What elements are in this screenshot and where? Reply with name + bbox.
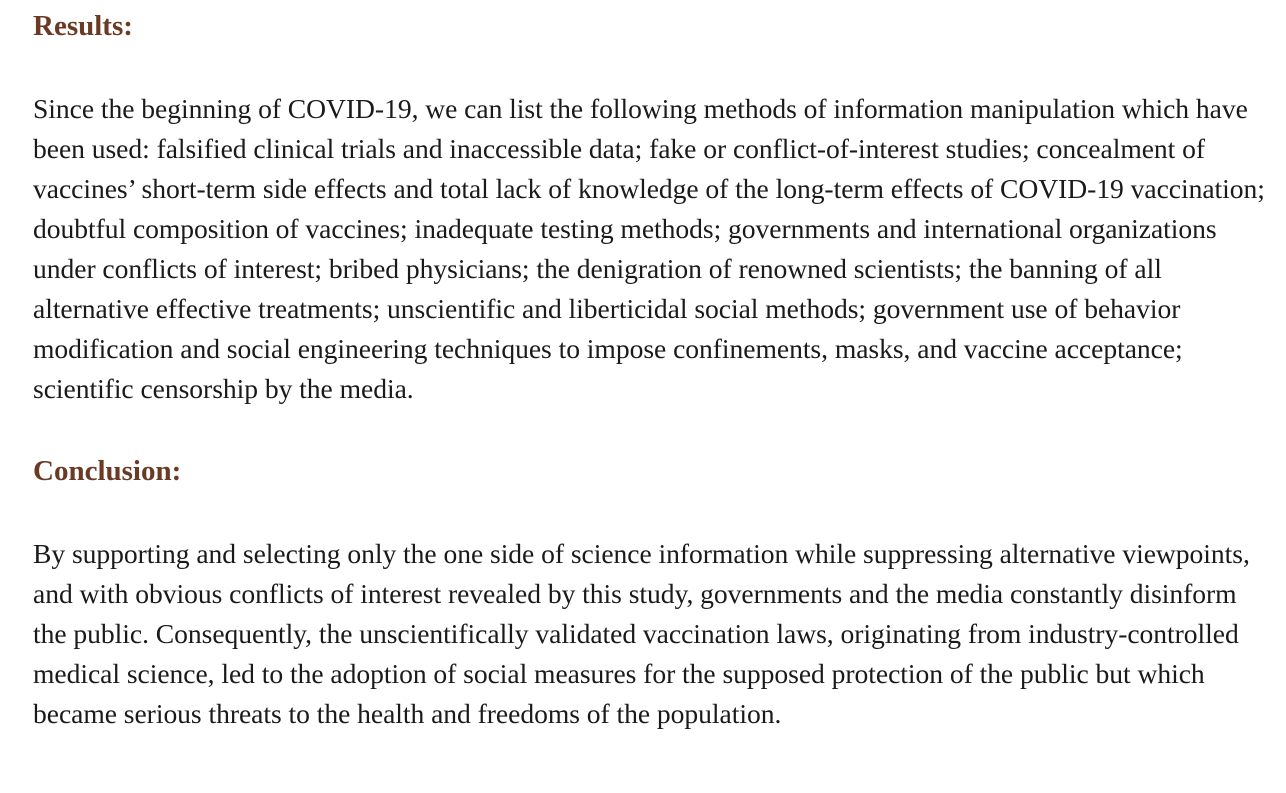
results-paragraph: Since the beginning of COVID-19, we can list the following methods of information manipulation which have been used: falsified clinical trials and inaccessible data; fake or conflict-of-interest studies; concealment of vaccines’ short-term side effects and total lack of knowledge of the long-term effects of COVID-19 vaccination; doubtful composition of vaccines; inadequate testing methods; governments and international organizations under conflicts of interest; bribed physicians; the denigration of renowned scientists; the banning of all alternative effective treatments; unscientific and liberticidal social methods; government use of behavior modification and social engineering techniques to impose confinements, masks, and vaccine acceptance; scientific censorship by the media.	[33, 93, 1265, 404]
conclusion-heading: Conclusion:	[33, 455, 182, 487]
conclusion-paragraph: By supporting and selecting only the one side of science information while suppressing alternative viewpoints, and with obvious conflicts of interest revealed by this study, governments and the media constantly disinform the public. Consequently, the unscientifically validated vaccination laws, originating from industry-controlled medical science, led to the adoption of social measures for the supposed protection of the public but which became serious threats to the health and freedoms of the population.	[33, 538, 1250, 729]
results-heading: Results:	[33, 10, 133, 42]
